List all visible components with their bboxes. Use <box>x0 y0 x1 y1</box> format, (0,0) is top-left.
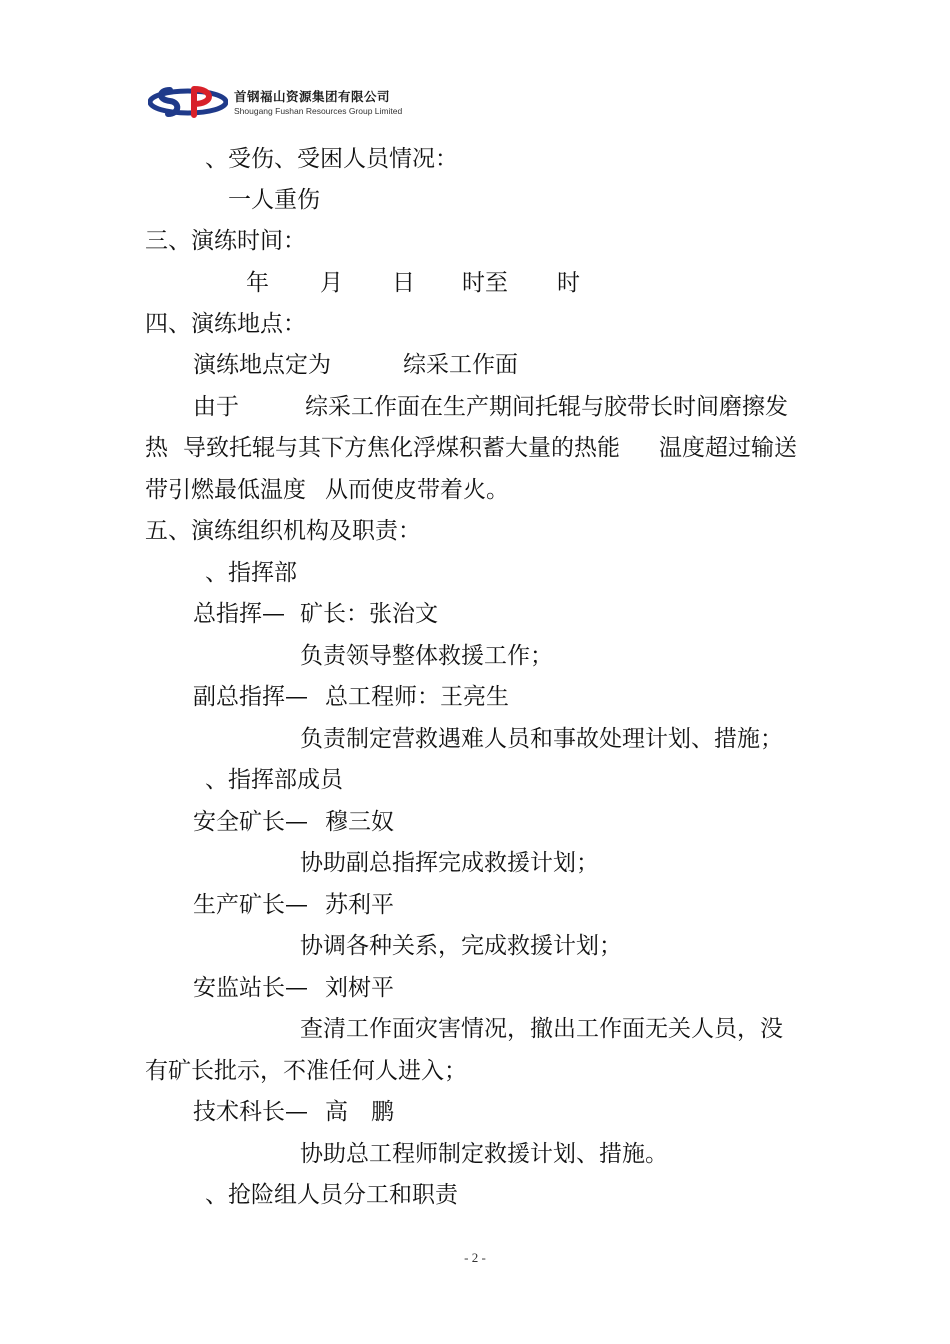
line-text: 综采工作面 <box>403 352 518 378</box>
line-text: 、指挥部 <box>205 560 297 586</box>
line-text: 带引燃最低温度 <box>145 477 306 503</box>
line-text: 安监站长— <box>193 975 308 1001</box>
line-text: 温度超过输送 <box>659 435 797 461</box>
line-text: 由于 <box>193 394 239 420</box>
line-text: 负责制定营救遇难人员和事故处理计划、措施； <box>300 726 783 752</box>
line-text: 协助总工程师制定救援计划、措施。 <box>300 1141 668 1167</box>
line-text: 鹏 <box>371 1099 394 1125</box>
line-text: 总指挥— <box>193 601 285 627</box>
line-text: 总工程师：王亮生 <box>325 684 509 710</box>
line-text: 安全矿长— <box>193 809 308 835</box>
line-text: 矿长：张治文 <box>300 601 438 627</box>
line-text: 协调各种关系，完成救援计划； <box>300 933 622 959</box>
page-number: - 2 - <box>464 1250 486 1265</box>
line-text: 演练地点定为 <box>193 352 331 378</box>
line-text: 苏利平 <box>325 892 394 918</box>
line-text: 五、演练组织机构及职责： <box>145 518 421 544</box>
line-text: 技术科长— <box>193 1099 308 1125</box>
line-text: 有矿长批示，不准任何人进入； <box>145 1058 467 1084</box>
company-logo-icon <box>148 84 228 120</box>
line-text: 副总指挥— <box>193 684 308 710</box>
line-text: 日 <box>392 270 415 296</box>
line-text: 查清工作面灾害情况，撤出工作面无关人员，没 <box>300 1016 783 1042</box>
line-text: 三、演练时间： <box>145 228 306 254</box>
line-text: 协助副总指挥完成救援计划； <box>300 850 599 876</box>
line-text: 导致托辊与其下方焦化浮煤积蓄大量的热能 <box>183 435 620 461</box>
line-text: 生产矿长— <box>193 892 308 918</box>
line-text: 年 <box>246 270 269 296</box>
line-text: 一人重伤 <box>228 187 320 213</box>
company-name-cn: 首钢福山资源集团有限公司 <box>234 89 391 104</box>
line-text: 、抢险组人员分工和职责 <box>205 1182 458 1208</box>
line-text: 四、演练地点： <box>145 311 306 337</box>
line-text: 时至 <box>462 270 508 296</box>
line-text: 、指挥部成员 <box>205 767 343 793</box>
line-text: 、受伤、受困人员情况： <box>205 146 458 172</box>
line-text: 从而使皮带着火。 <box>325 477 509 503</box>
line-text: 月 <box>320 270 343 296</box>
line-text: 穆三奴 <box>325 809 394 835</box>
line-text: 负责领导整体救援工作； <box>300 643 553 669</box>
line-text: 热 <box>145 435 168 461</box>
line-text: 刘树平 <box>325 975 394 1001</box>
line-text: 高 <box>325 1099 348 1125</box>
company-name-en: Shougang Fushan Resources Group Limited <box>234 106 403 116</box>
line-text: 综采工作面在生产期间托辊与胶带长时间磨擦发 <box>305 394 788 420</box>
line-text: 时 <box>557 270 580 296</box>
